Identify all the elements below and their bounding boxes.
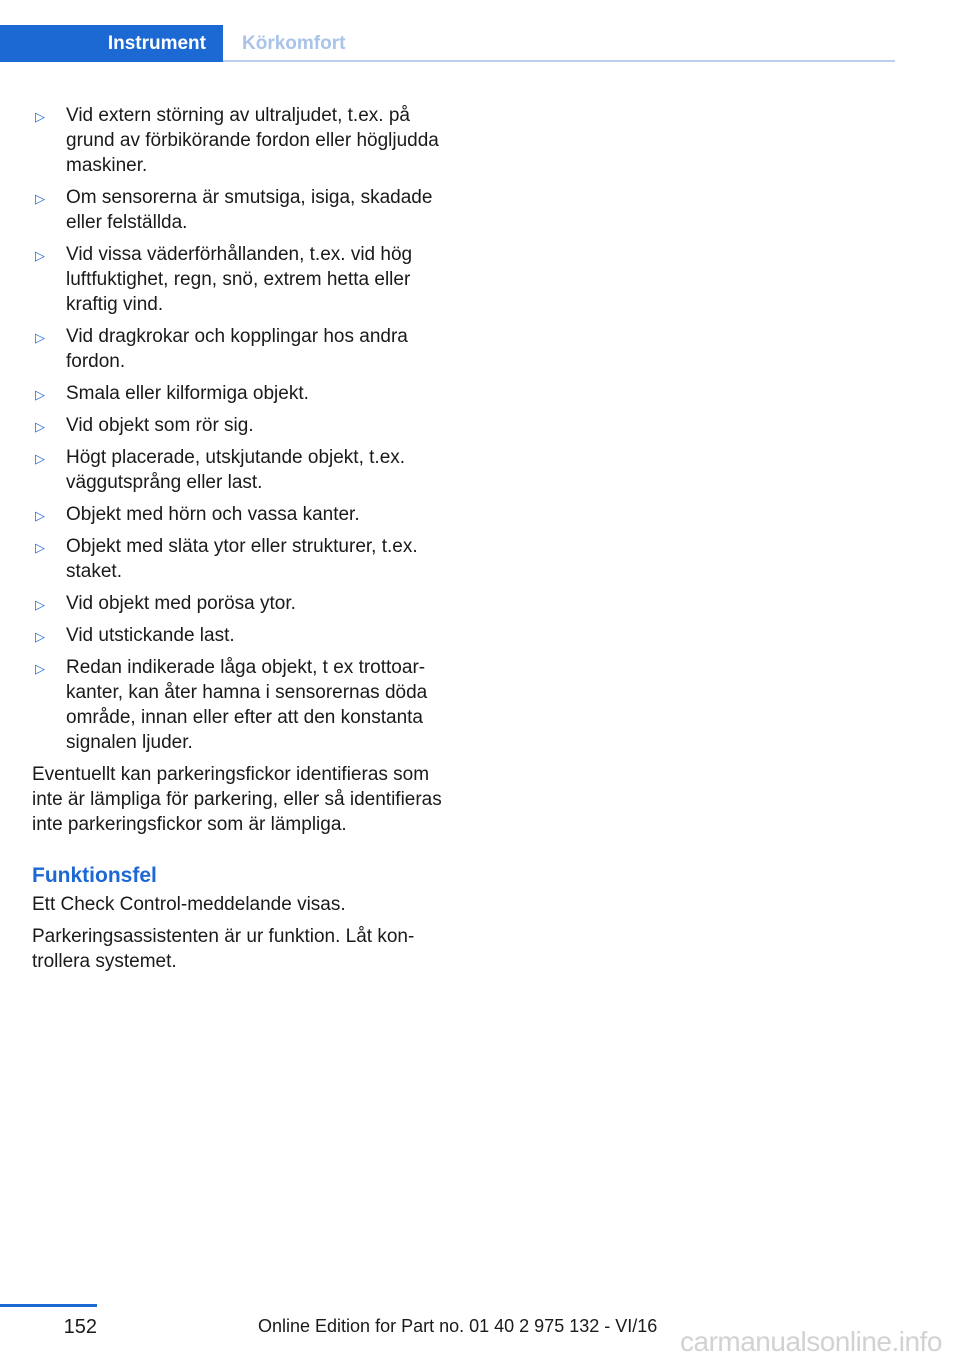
triangle-bullet-icon: ▷ [35, 109, 45, 124]
limitations-list [32, 103, 450, 755]
list-item [32, 591, 450, 616]
main-content [32, 103, 450, 981]
triangle-bullet-icon: ▷ [35, 508, 45, 523]
triangle-bullet-icon: ▷ [35, 661, 45, 676]
section-paragraph: Ett Check Control-meddelande visas. [32, 894, 346, 915]
list-item-text: Högt placerade, utskjutande objekt, t.ex. väggutsprång eller last. [66, 447, 406, 493]
list-item-text: Vid dragkrokar och kopplingar hos andra fordon. [66, 326, 408, 372]
list-item-text: Vid utstickande last. [66, 625, 235, 646]
list-item [32, 534, 450, 584]
triangle-bullet-icon: ▷ [35, 387, 45, 402]
triangle-bullet-icon: ▷ [35, 419, 45, 434]
list-item-text: Redan indikerade låga objekt, t ex trottoarkanter, kan åter hamna i sensorernas döda område, innan eller efter att den konstanta signalen ljuder. [66, 657, 428, 753]
list-item [32, 185, 450, 235]
list-item-text: Smala eller kilformiga objekt. [66, 383, 309, 404]
list-item [32, 655, 450, 755]
list-item [32, 324, 450, 374]
edition-text: Online Edition for Part no. 01 40 2 975 132 - VI/16 [258, 1316, 658, 1336]
section-heading: Funktionsfel [32, 864, 157, 887]
list-item [32, 381, 450, 406]
body-paragraph: Eventuellt kan parkeringsfickor identifieras som inte är lämpliga för parkering, eller så identifieras inte parkeringsfickor som är lämpliga. [32, 764, 442, 835]
tab-instrument[interactable]: Instrument [0, 25, 223, 62]
header-divider [223, 60, 895, 62]
list-item [32, 445, 450, 495]
triangle-bullet-icon: ▷ [35, 330, 45, 345]
triangle-bullet-icon: ▷ [35, 451, 45, 466]
footer-accent-line [0, 1304, 97, 1307]
chapter-header [0, 0, 895, 62]
list-item-text: Vid extern störning av ultraljudet, t.ex. på grund av förbikörande fordon eller högljudda maskiner. [66, 105, 439, 176]
tab-korkomfort[interactable]: Körkomfort [242, 33, 346, 54]
list-item [32, 242, 450, 317]
list-item [32, 103, 450, 178]
page-number: 152 [63, 1316, 97, 1338]
triangle-bullet-icon: ▷ [35, 540, 45, 555]
list-item-text: Vid vissa väderförhållanden, t.ex. vid hög luftfuktighet, regn, snö, extrem hetta eller kraftig vind. [66, 244, 413, 315]
list-item-text: Objekt med släta ytor eller strukturer, t.ex. staket. [66, 536, 418, 582]
list-item [32, 623, 450, 648]
list-item [32, 502, 450, 527]
triangle-bullet-icon: ▷ [35, 629, 45, 644]
triangle-bullet-icon: ▷ [35, 248, 45, 263]
section-paragraph: Parkeringsassistenten är ur funktion. Låt kontrollera systemet. [32, 926, 415, 972]
watermark: carmanualsonline.info [680, 1326, 942, 1357]
list-item-text: Vid objekt med porösa ytor. [66, 593, 296, 614]
list-item-text: Om sensorerna är smutsiga, isiga, skadade eller felställda. [66, 187, 433, 233]
list-item-text: Vid objekt som rör sig. [66, 415, 254, 436]
list-item [32, 413, 450, 438]
triangle-bullet-icon: ▷ [35, 597, 45, 612]
triangle-bullet-icon: ▷ [35, 191, 45, 206]
list-item-text: Objekt med hörn och vassa kanter. [66, 504, 360, 525]
